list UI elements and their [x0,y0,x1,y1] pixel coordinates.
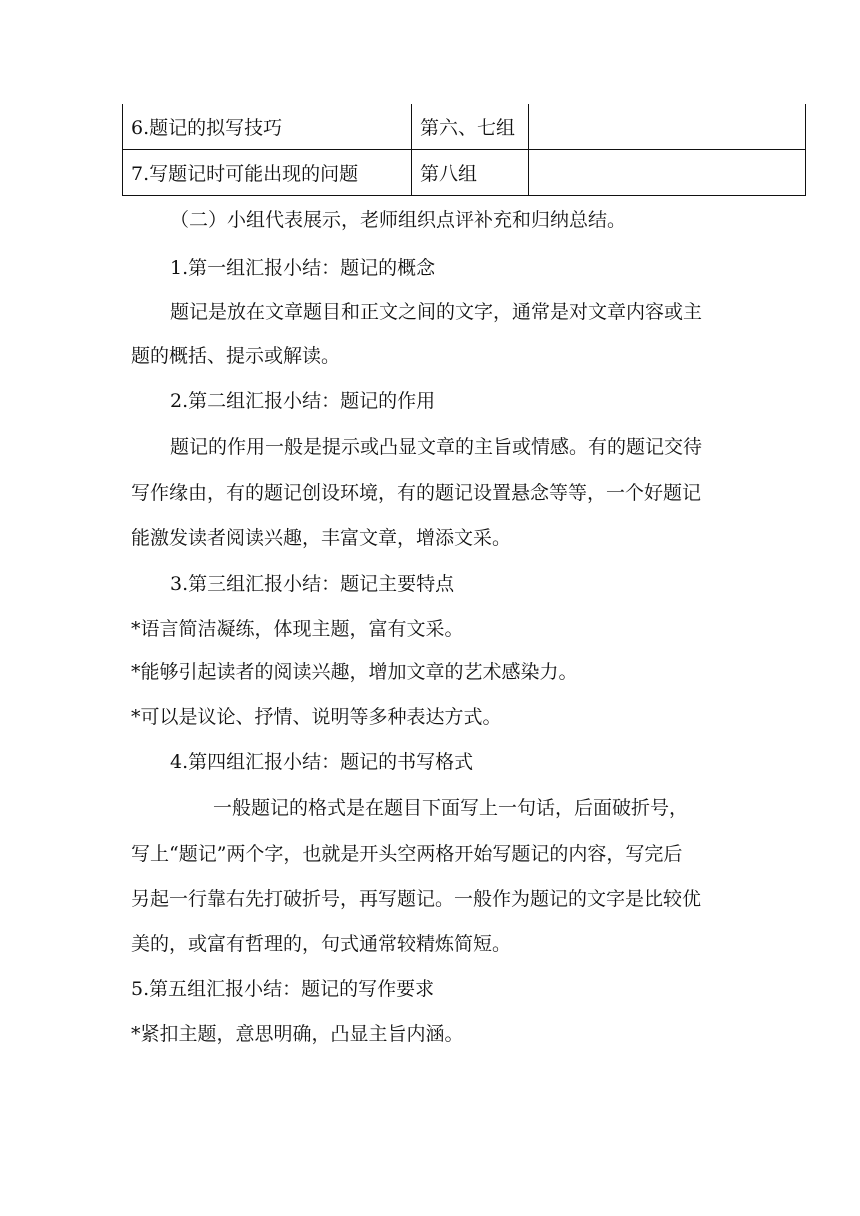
table-row [123,104,806,150]
table-cell-task: 7.写题记时可能出现的问题 [123,150,412,196]
task-assignment-table [122,104,806,196]
table-cell-group: 第六、七组 [412,104,529,150]
paragraph-line: 美的，或富有哲理的，句式通常较精炼简短。 [131,933,512,955]
group-summary-heading: 5.第五组汇报小结：题记的写作要求 [131,978,435,1000]
table-cell-note [529,104,806,150]
group-summary-heading: 3.第三组汇报小结：题记主要特点 [170,573,455,595]
table-row [123,150,806,196]
group-summary-heading: 4.第四组汇报小结：题记的书写格式 [170,751,474,773]
paragraph-line: 一般题记的格式是在题目下面写上一句话，后面破折号， [213,797,689,819]
group-summary-heading: 2.第二组汇报小结：题记的作用 [170,390,436,412]
bullet-line: *可以是议论、抒情、说明等多种表达方式。 [131,706,502,728]
table-cell-group: 第八组 [412,150,529,196]
paragraph-line: 题记的作用一般是提示或凸显文章的主旨或情感。有的题记交待 [170,436,703,458]
bullet-line: *能够引起读者的阅读兴趣，增加文章的艺术感染力。 [131,661,578,683]
bullet-line: *紧扣主题，意思明确，凸显主旨内涵。 [131,1023,464,1045]
group-summary-heading: 1.第一组汇报小结：题记的概念 [170,257,436,279]
paragraph-line: 题记是放在文章题目和正文之间的文字，通常是对文章内容或主 [170,301,703,323]
table-cell-task: 6.题记的拟写技巧 [123,104,412,150]
table-cell-note [529,150,806,196]
paragraph-line: 写上“题记”两个字，也就是开头空两格开始写题记的内容，写完后 [131,843,683,865]
paragraph-line: 能激发读者阅读兴趣，丰富文章，增添文采。 [131,527,512,549]
paragraph-line: 另起一行靠右先打破折号，再写题记。一般作为题记的文字是比较优 [131,888,702,910]
paragraph-line: 题的概括、提示或解读。 [131,345,341,367]
bullet-line: *语言简洁凝练，体现主题，富有文采。 [131,618,464,640]
section-heading: （二）小组代表展示，老师组织点评补充和归纳总结。 [170,209,627,231]
paragraph-line: 写作缘由，有的题记创设环境，有的题记设置悬念等等，一个好题记 [131,482,702,504]
